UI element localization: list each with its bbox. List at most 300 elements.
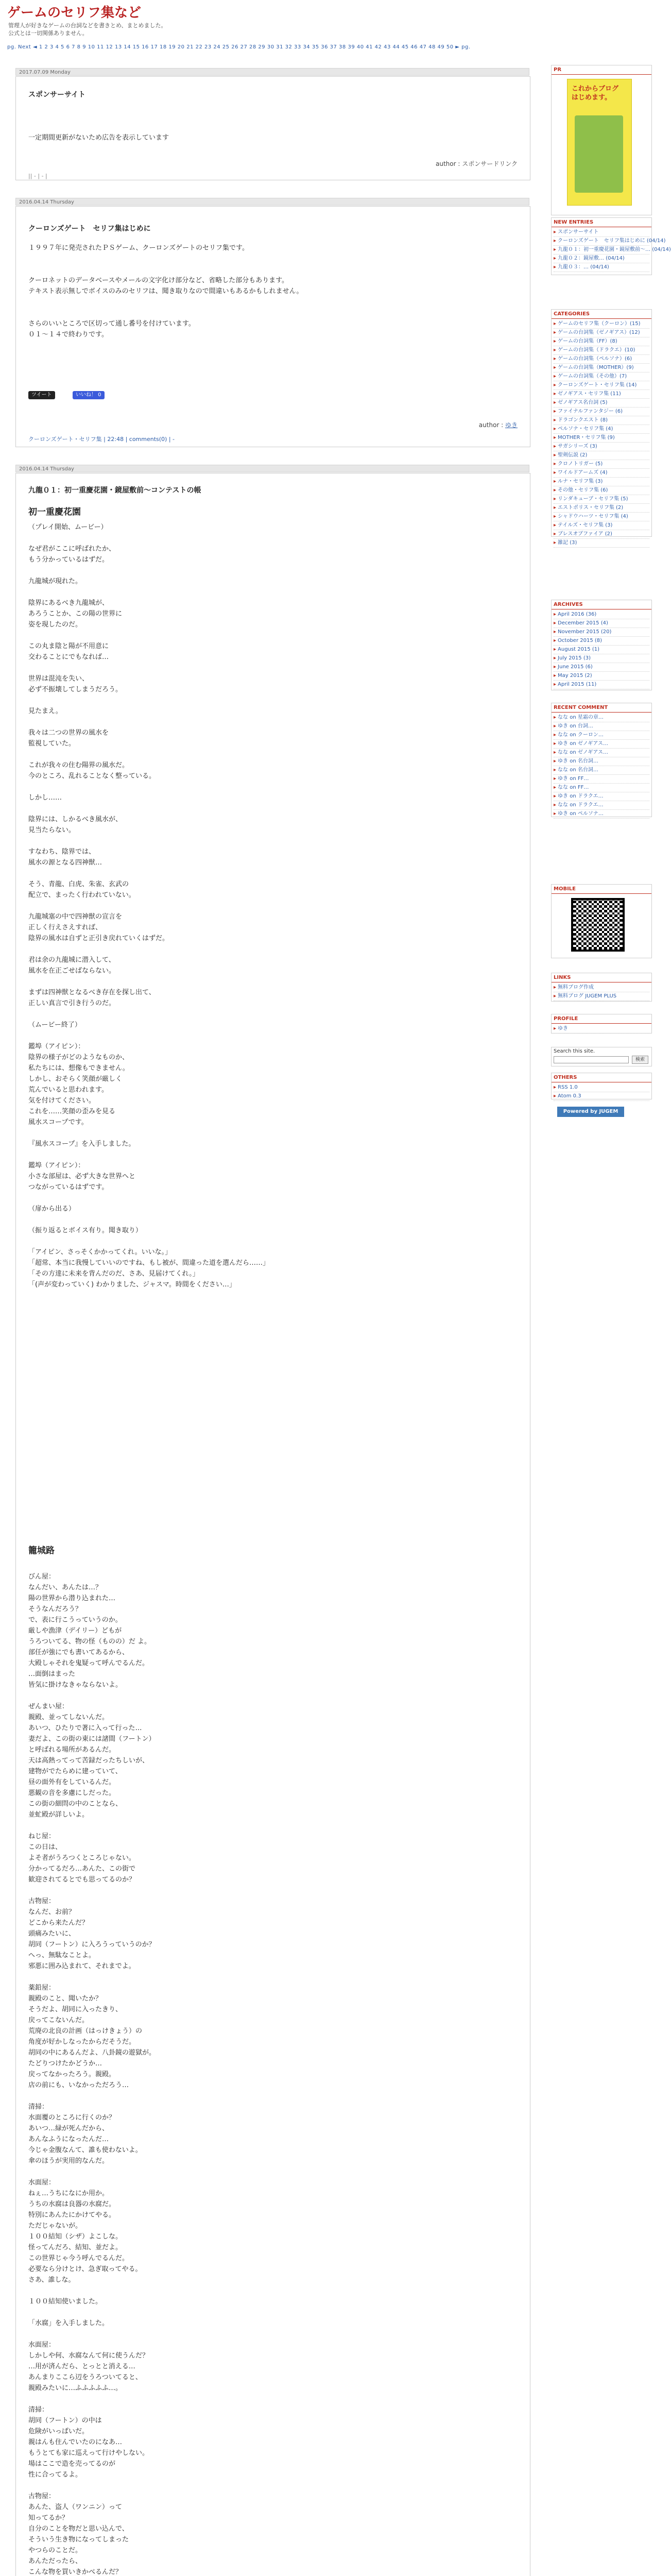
- body-line: びん屋：: [28, 1573, 56, 1581]
- category-item[interactable]: [554, 337, 649, 346]
- bullet-icon: ▸: [554, 793, 557, 799]
- like-button[interactable]: いいね！ 0: [73, 391, 105, 399]
- search-button[interactable]: 検索: [632, 1056, 648, 1064]
- body-line: [28, 2091, 512, 2102]
- bullet-icon: ▸: [554, 321, 557, 327]
- category-item[interactable]: [554, 478, 649, 486]
- sidebar-heading: LINKS: [552, 973, 651, 982]
- body-line: 交わることにでもなれば…: [28, 653, 109, 661]
- body-line: 胡同（フートン）の中は: [28, 2417, 102, 2425]
- bullet-icon: ▸: [554, 522, 557, 528]
- bullet-icon: ▸: [554, 505, 557, 511]
- entry-date: 2016.04.14 Thursday: [15, 198, 529, 206]
- category-item-label: その他・セリフ集 (6): [558, 487, 608, 493]
- recent-comment-item[interactable]: [554, 749, 649, 757]
- ad-text-line: これからブログ: [572, 85, 619, 93]
- category-item-label: ゼノギアス・セリフ集 (11): [558, 391, 621, 397]
- recent-comment-item[interactable]: [554, 775, 649, 784]
- category-item-label: ゲームの台詞集（その他）(7): [558, 374, 627, 379]
- body-line: 必ず不振壊してしまうだろう。: [28, 686, 123, 693]
- body-line: 皆気に掛けなきゃならないよ。: [28, 1681, 123, 1689]
- entry-kowloon-01: [15, 473, 530, 2576]
- body-line: たどりつけたかどうか…: [28, 2060, 102, 2067]
- category-item[interactable]: [554, 408, 649, 416]
- body-line: [28, 264, 512, 275]
- bullet-icon: ▸: [554, 256, 557, 261]
- archive-item-label: July 2015 (3): [558, 655, 591, 661]
- category-item[interactable]: [554, 513, 649, 521]
- category-item-label: ゲームの台詞集（ゼノギアス）(12): [558, 330, 640, 335]
- category-item-label: ワイルドアームズ (4): [558, 470, 608, 476]
- pager-strip[interactable]: pg. Next ◄ 1 2 3 4 5 6 7 8 9 10 11 12 13 14 15 16 17 18 19 20 21 22 23 24 25 26 27 28 29 30 31 32 33 34 35 36 37 38 39 40 41 42 43 44 45 46 47 48 49 50 ► pg.: [7, 44, 471, 50]
- recent-comment-item[interactable]: [554, 784, 649, 792]
- new-entry-item[interactable]: [554, 263, 649, 272]
- category-item[interactable]: [554, 486, 649, 495]
- entry-meta: || - | - |: [28, 173, 47, 179]
- author-link[interactable]: ゆき: [505, 421, 518, 429]
- body-line: …用が済んだら、とっとと消える…: [28, 2363, 135, 2370]
- bullet-icon: ▸: [554, 330, 557, 335]
- new-entry-item-label: スポンサーサイト: [558, 229, 599, 235]
- bullet-icon: ▸: [554, 1084, 557, 1090]
- entry-title[interactable]: スポンサーサイト: [28, 91, 86, 99]
- new-entries-list: [552, 227, 671, 273]
- author-label: author :: [478, 421, 505, 429]
- body-line: 建物がでたらめに建っていて、: [28, 1768, 122, 1775]
- category-item[interactable]: [554, 364, 649, 372]
- category-item-label: テイルズ・セリフ集 (3): [558, 522, 613, 528]
- body-line: [28, 1885, 512, 1896]
- tweet-button[interactable]: ツイート: [28, 391, 55, 399]
- body-line: [28, 717, 512, 727]
- body-line: あんまりここら辺をうろついてると、: [28, 2374, 142, 2381]
- body-line: 見当たらない。: [28, 826, 76, 834]
- body-line: この丸ま陰と陽が不用意に: [28, 642, 109, 650]
- body-line: 水面覆のところに行くのか？: [28, 2114, 116, 2122]
- category-item-label: クロノトリガー (5): [558, 461, 603, 467]
- bullet-icon: ▸: [554, 409, 557, 414]
- category-item[interactable]: [554, 346, 649, 355]
- body-line: つながっているはずです。: [28, 1183, 109, 1191]
- body-line: ぜんまい屋：: [28, 1703, 69, 1710]
- recent-comment-item-label: ゆき on ドラクエ…: [558, 793, 604, 799]
- category-item[interactable]: [554, 372, 649, 381]
- archive-item[interactable]: [554, 637, 649, 646]
- ad-illustration: [575, 115, 623, 193]
- archive-item-label: April 2015 (11): [558, 682, 597, 687]
- body-line: [28, 1193, 512, 1204]
- body-line: もう分かっているはずだ。: [28, 556, 109, 564]
- recent-comment-item[interactable]: [554, 714, 649, 722]
- category-item-label: ゲームの台詞集（FF）(8): [558, 338, 617, 344]
- body-line: 特別にあんたにかけてやる。: [28, 2211, 116, 2219]
- recent-comment-item-label: ゆき on ゼノギアス…: [558, 741, 608, 747]
- category-item[interactable]: [554, 443, 649, 451]
- sidebar-recent-comment: [551, 703, 652, 817]
- bullet-icon: ▸: [554, 776, 557, 782]
- archive-item-label: November 2015 (20): [558, 629, 612, 635]
- qr-code-icon: [571, 898, 625, 952]
- recent-comment-item[interactable]: [554, 731, 649, 740]
- body-line: [28, 533, 512, 544]
- category-item[interactable]: [554, 469, 649, 478]
- body-line: 『風水スコープ』を入手しました。: [28, 1140, 135, 1148]
- body-line: 昼の面外有をしているんだ。: [28, 1778, 116, 1786]
- entry-intro: [15, 206, 530, 447]
- category-item-label: ゲームの台詞集（MOTHER）(9): [558, 365, 634, 370]
- bullet-icon: ▸: [554, 655, 557, 661]
- body-line: よそ者がうろつくところじゃない。: [28, 1854, 135, 1862]
- recent-comment-item-label: なな on 星霜の章…: [558, 715, 604, 720]
- section-heading: 初一重慶花園: [28, 507, 81, 517]
- new-entry-item-label: 九龍０２：鏡屋敷… (04/14): [558, 256, 625, 261]
- recent-comment-item[interactable]: [554, 801, 649, 810]
- bullet-icon: ▸: [554, 479, 557, 484]
- recent-comment-item[interactable]: [554, 722, 649, 731]
- body-line: [28, 297, 512, 308]
- recent-comment-item-label: ゆき on FF…: [558, 776, 589, 782]
- body-line: 「その方達に未来を背んだのだ、さあ、見届けてくれ。」: [28, 1270, 199, 1278]
- archive-item-label: May 2015 (2): [558, 673, 592, 679]
- bullet-icon: ▸: [554, 365, 557, 370]
- sidebar-heading: PR: [552, 65, 651, 75]
- bullet-icon: ▸: [554, 620, 557, 626]
- body-line: （ムービー終了）: [28, 1021, 81, 1029]
- sidebar-mobile: [551, 884, 652, 958]
- body-line: 親殿みたいに…ふふふふふ…。: [28, 2384, 123, 2392]
- others-list: [552, 1082, 651, 1102]
- body-line: [28, 976, 512, 987]
- ad-banner[interactable]: [567, 79, 632, 206]
- recent-comment-item[interactable]: [554, 792, 649, 801]
- category-item[interactable]: [554, 530, 649, 539]
- category-item[interactable]: [554, 451, 649, 460]
- bullet-icon: ▸: [554, 238, 557, 244]
- category-item[interactable]: [554, 416, 649, 425]
- category-item[interactable]: [554, 460, 649, 469]
- bullet-icon: ▸: [554, 612, 557, 617]
- powered-by-badge[interactable]: Powered by JUGEM: [557, 1107, 624, 1117]
- bullet-icon: ▸: [554, 347, 557, 353]
- entry-title[interactable]: 九龍０１：初一重慶花園・鏡屋敷前～コンテストの帳: [28, 486, 201, 495]
- body-line: 胡同（フートン）に入ろうっていうのか？: [28, 1941, 156, 1948]
- bullet-icon: ▸: [554, 229, 557, 235]
- bullet-icon: ▸: [554, 247, 557, 252]
- category-item[interactable]: [554, 521, 649, 530]
- recent-comment-item[interactable]: [554, 757, 649, 766]
- category-item[interactable]: [554, 381, 649, 390]
- body-line: 店の前にも、いなかっただろう…: [28, 2081, 129, 2089]
- recent-comment-item-label: なな on 名台詞…: [558, 767, 598, 773]
- category-item[interactable]: [554, 320, 649, 329]
- recent-comment-item[interactable]: [554, 740, 649, 749]
- body-line: あろうことか、この陽の世界に: [28, 610, 123, 618]
- body-line: 知ってるか？: [28, 2514, 69, 2522]
- body-line: [28, 836, 512, 846]
- sidebar-heading: OTHERS: [552, 1073, 651, 1082]
- sidebar-heading: NEW ENTRIES: [552, 218, 651, 227]
- site-desc-line: 公式とは一切関係ありません。: [8, 30, 88, 37]
- body-line: 危険がいっぱいだ。: [28, 2428, 89, 2435]
- category-item[interactable]: [554, 399, 649, 408]
- body-line: 怪ってんだろ、結知、並だよ。: [28, 2244, 123, 2251]
- body-line: [28, 1030, 512, 1041]
- category-item[interactable]: [554, 355, 649, 364]
- body-line: もうとても家に巡えって行けやしない。: [28, 2449, 149, 2457]
- bullet-icon: ▸: [554, 785, 557, 790]
- new-entry-item[interactable]: [554, 255, 649, 263]
- recent-comment-item[interactable]: [554, 766, 649, 775]
- body-line: 胡同の中にあるんだよ、八卦鏡の遊獄が。: [28, 2049, 156, 2057]
- body-line: そういう生き物になってしまった: [28, 2536, 129, 2544]
- body-line: 傘のほうが実用的なんだ。: [28, 2157, 109, 2165]
- body-line: なぜ君がここに呼ばれたか、: [28, 545, 116, 553]
- others-item-label: Atom 0.3: [558, 1093, 581, 1099]
- body-line: ただじゃないが。: [28, 2222, 82, 2230]
- link-item-label: 無料ブログ JUGEM PLUS: [558, 993, 617, 999]
- body-line: 大殿しゃそれを鬼疑って呼んでるんだ。: [28, 1659, 149, 1667]
- sidebar-categories: [551, 309, 652, 546]
- body-line: へっ、無駄なことよ。: [28, 1952, 96, 1959]
- site-title[interactable]: ゲームのセリフ集など: [7, 5, 142, 21]
- site-desc-line: 管理人が好きなゲームの台詞などを書きとめ、まとめました。: [8, 22, 167, 29]
- body-line: [28, 1561, 512, 1571]
- bullet-icon: ▸: [554, 496, 557, 502]
- body-line: あんなふうになったんだ…: [28, 2136, 109, 2143]
- body-line: しかし、おそらく笑顔が厳しく: [28, 1075, 123, 1083]
- body-line: （プレイ開始、ムービー）: [28, 523, 108, 531]
- body-line: 親殿のこと、聞いたか？: [28, 1995, 102, 2003]
- archive-item-label: April 2016 (36): [558, 612, 597, 617]
- body-line: １００結知（シザ）よこしな。: [28, 2233, 123, 2241]
- body-line: （扉から出る）: [28, 1205, 76, 1213]
- body-line: （振り返るとボイス有り。聞き取り）: [28, 1227, 142, 1234]
- sidebar-heading: MOBILE: [552, 885, 651, 894]
- archive-item[interactable]: [554, 628, 649, 637]
- link-item[interactable]: [554, 984, 649, 992]
- bullet-icon: ▸: [554, 802, 557, 808]
- body-line: 世界は混沌を失い、: [28, 675, 89, 683]
- search-input[interactable]: [554, 1056, 629, 1063]
- others-item[interactable]: [554, 1092, 649, 1101]
- body-line: [28, 1149, 512, 1160]
- body-line: [28, 2329, 512, 2340]
- body-line: 場はここで造を売ってるのが: [28, 2460, 116, 2468]
- recent-comment-item-label: なな on ドラクエ…: [558, 802, 604, 808]
- body-line: 陰界には、しかるべき風水が、: [28, 816, 123, 823]
- body-line: 戻ってこないんだ。: [28, 2016, 89, 2024]
- body-line: [28, 868, 512, 879]
- body-line: [28, 749, 512, 760]
- body-line: 邪悪に囲み込まれて、それまでよ。: [28, 1962, 135, 1970]
- body-line: しかし……: [28, 794, 62, 802]
- category-item-label: クーロンズゲート・セリフ集 (14): [558, 382, 637, 388]
- category-item[interactable]: [554, 504, 649, 513]
- body-line: 頭痛みたいに、: [28, 1930, 76, 1938]
- bullet-icon: ▸: [554, 417, 557, 423]
- body-line: １９９７年に発売されたＰＳゲーム、クーロンズゲートのセリフ集です。: [28, 244, 249, 252]
- sidebar-ad-box: [551, 65, 652, 215]
- recent-comment-item-label: ゆき on ペルソナ…: [558, 811, 604, 817]
- body-line: 自分のことを物だと思い込んで、: [28, 2525, 129, 2533]
- body-line: [28, 1128, 512, 1139]
- body-line: 分かってるだろ…あんた、この街で: [28, 1865, 136, 1873]
- new-entry-item-label: 九龍０１：初一重慶花園・鏡屋敷前～… (04/14): [558, 247, 671, 252]
- body-line: 陰界の様子がどのようなものか、: [28, 1054, 129, 1061]
- new-entry-item[interactable]: [554, 237, 666, 246]
- section-heading: 籠城路: [28, 1546, 55, 1556]
- link-item[interactable]: [554, 992, 649, 1001]
- sidebar-heading: CATEGORIES: [552, 310, 651, 319]
- profile-item[interactable]: [554, 1025, 649, 1033]
- body-line: [28, 944, 512, 955]
- body-line: 陰界にあるべき九龍城が、: [28, 599, 109, 607]
- bullet-icon: ▸: [554, 374, 557, 379]
- body-line: 水面屋：: [28, 2341, 56, 2349]
- category-item-label: ゼノギアス名台詞 (5): [558, 400, 608, 405]
- body-line: [28, 630, 512, 641]
- archive-item[interactable]: [554, 619, 649, 628]
- body-line: [28, 1972, 512, 1982]
- body-line: [28, 2480, 512, 2491]
- entry-sponsor: [15, 76, 530, 180]
- body-line: さあ、誰しな。: [28, 2276, 75, 2284]
- archives-list: [552, 609, 651, 690]
- body-line: 君は余の九龍城に潜入して、: [28, 956, 115, 964]
- body-line: どこから来たんだ？: [28, 1919, 89, 1927]
- body-line: [28, 695, 512, 706]
- bullet-icon: ▸: [554, 514, 557, 519]
- new-entry-item-label: 九龍０３：… (04/14): [558, 264, 609, 270]
- sidebar-new-entries: [551, 217, 671, 275]
- body-line: あいつ…緑が死んだから、: [28, 2125, 109, 2132]
- body-line: 荒廃の北良の計画（はっけきょう）の: [28, 2027, 143, 2035]
- category-item[interactable]: [554, 425, 649, 434]
- category-item[interactable]: [554, 390, 649, 399]
- body-line: この日は、: [28, 1843, 62, 1851]
- recent-comment-item-label: なな on ゼノギアス…: [558, 750, 608, 755]
- bullet-icon: ▸: [554, 1093, 557, 1099]
- body-line: [28, 253, 512, 264]
- body-line: 悪観の音を多慮にしだった。: [28, 1789, 116, 1797]
- body-line: 「超常、本当に我慢していいのですね、もし被が、間違った道を選んだら……」: [28, 1259, 270, 1267]
- new-entry-item[interactable]: [554, 228, 649, 237]
- body-line: 今じゃ金腹なんて、誰も使わないよ。: [28, 2146, 142, 2154]
- body-line: 配立で、まったく行われていない。: [28, 891, 135, 899]
- archive-item[interactable]: [554, 654, 649, 663]
- category-item[interactable]: [554, 434, 649, 443]
- body-line: そうだよ、胡同に入ったきり、: [28, 2006, 123, 2013]
- body-line: 清掃：: [28, 2103, 49, 2111]
- archive-item[interactable]: [554, 663, 649, 672]
- body-line: なんだい、あんたは…？: [28, 1584, 102, 1591]
- body-line: 今のところ、乱れることなく整っている。: [28, 772, 156, 780]
- body-line: [28, 2394, 512, 2404]
- body-line: 清掃：: [28, 2406, 49, 2414]
- archive-item[interactable]: [554, 611, 649, 619]
- body-line: 荒んでいると思われます。: [28, 1086, 108, 1094]
- body-line: 監視していた。: [28, 740, 76, 748]
- site-description: [8, 22, 167, 37]
- body-line: [28, 1690, 512, 1701]
- others-item[interactable]: [554, 1083, 649, 1092]
- category-item[interactable]: [554, 329, 649, 337]
- entry-date: 2017.07.09 Monday: [15, 68, 529, 76]
- body-line: 風水スコープです。: [28, 1118, 88, 1126]
- body-line: 「水腐」を入手しました。: [28, 2319, 109, 2327]
- archive-item[interactable]: [554, 681, 649, 689]
- categories-list: [552, 319, 651, 549]
- body-line: なんだ、お前？: [28, 1908, 76, 1916]
- body-line: 歓迎されてるとでも思ってるのか？: [28, 1876, 136, 1884]
- body-line: [28, 587, 512, 598]
- recent-comment-item-label: なな on FF…: [558, 785, 589, 790]
- sidebar-search: [551, 1047, 652, 1066]
- body-line: ねじ屋：: [28, 1833, 56, 1840]
- body-line: テキスト表示無しでボイスのみのセリフは、聞き取りなので間違いもあるかもしれません。: [28, 287, 303, 295]
- body-line: 戻ってなかったろう。親殿。: [28, 2071, 116, 2078]
- new-entry-item[interactable]: [554, 246, 671, 255]
- category-item[interactable]: [554, 539, 649, 548]
- body-line: [28, 1820, 512, 1831]
- entry-meta[interactable]: クーロンズゲート・セリフ集 | 22:48 | comments(0) | -: [28, 436, 175, 443]
- entry-title[interactable]: クーロンズゲート セリフ集はじめに: [28, 225, 151, 233]
- category-item-label: サガシリーズ (3): [558, 444, 597, 449]
- body-line: [28, 782, 512, 792]
- bullet-icon: ▸: [554, 682, 557, 687]
- profile-item-label: ゆき: [558, 1026, 569, 1031]
- entry-author: [479, 420, 518, 429]
- recent-comment-item[interactable]: [554, 810, 649, 819]
- body-line: 私たちには、想像もできません。: [28, 1064, 129, 1072]
- bullet-icon: ▸: [554, 1026, 557, 1031]
- link-item-label: 無料ブログ作成: [558, 985, 594, 990]
- body-line: [28, 565, 512, 576]
- category-item[interactable]: [554, 495, 649, 504]
- bullet-icon: ▸: [554, 444, 557, 449]
- body-line: 正しい真言で引き行うのだ。: [28, 999, 116, 1007]
- bullet-icon: ▸: [554, 629, 557, 635]
- body-line: [28, 1236, 512, 1247]
- category-item-label: ファイナルファンタジー (6): [558, 409, 623, 414]
- archive-item[interactable]: [554, 672, 649, 681]
- body-line: 小さな部屋は、必ず大きな世界へと: [28, 1173, 136, 1180]
- bullet-icon: ▸: [554, 732, 557, 738]
- body-line: 天は高熱ってって苦録だったちしいが、: [28, 1757, 149, 1765]
- body-line: あんただったら、: [28, 2557, 82, 2565]
- body-line: まずは四神獣となるべき存在を探し出て、: [28, 989, 156, 996]
- body-line: すなわち、陰界では、: [28, 848, 96, 856]
- entry-body: [28, 243, 512, 340]
- body-line: これが我々の住む陽界の風水だ。: [28, 761, 129, 769]
- body-line: 見たまえ。: [28, 707, 62, 715]
- body-line: こんな物を買いきかべるんだ？: [28, 2568, 123, 2576]
- body-line: 「(声が変わっていく) わかりました、ジャスマ。時間をください…」: [28, 1281, 236, 1289]
- body-line: さらのいいところで区切って通し番号を付けています。: [28, 320, 195, 328]
- bullet-icon: ▸: [554, 723, 557, 729]
- sidebar-heading: PROFILE: [552, 1014, 651, 1024]
- bullet-icon: ▸: [554, 741, 557, 747]
- entry-body-part1: [28, 522, 512, 1290]
- archive-item[interactable]: [554, 646, 649, 654]
- body-line: 角度が好かしなったからだそうだ。: [28, 2038, 136, 2046]
- archive-item-label: December 2015 (4): [558, 620, 608, 626]
- body-line: 陰界の風水は自ずと正引き戻れていくはずだ。: [28, 935, 169, 942]
- body-line: この世界じゃ今う呼んでるんだ。: [28, 2255, 129, 2262]
- body-line: やつらのことだ。: [28, 2547, 82, 2554]
- body-line: １００結知使いました。: [28, 2298, 102, 2306]
- body-line: 風水の源となる四神獣…: [28, 859, 102, 867]
